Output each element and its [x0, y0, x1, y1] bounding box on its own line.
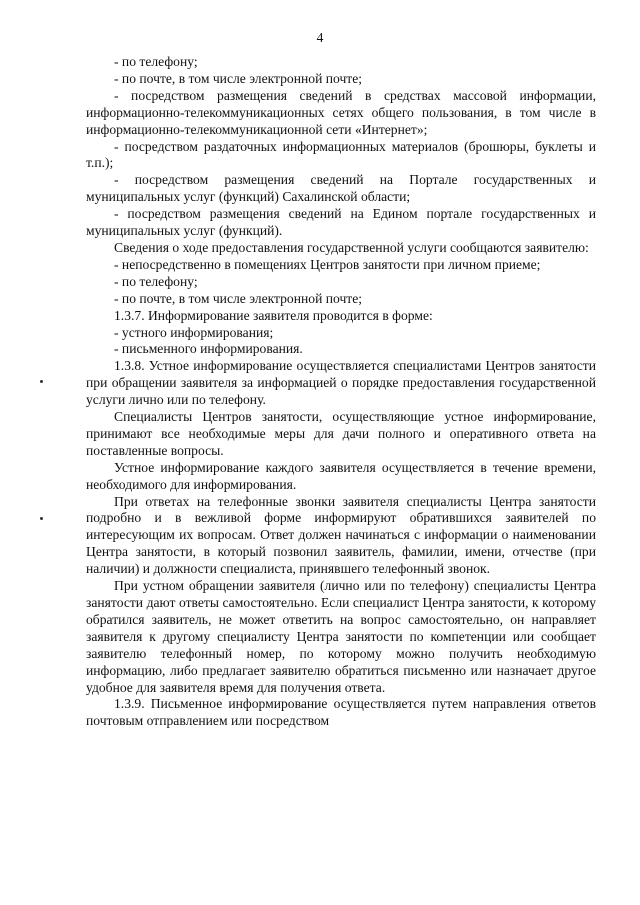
paragraph: Специалисты Центров занятости, осуществляющие устное информирование, принимают все необходимые меры для дачи полного и оперативного ответа на поставленные вопросы.: [86, 409, 596, 458]
list-item: - посредством размещения сведений на Едином портале государственных и муниципальных услуг (функций).: [86, 206, 596, 239]
page-number: 4: [316, 30, 324, 45]
list-item: - письменного информирования.: [114, 341, 303, 357]
list-item: - посредством раздаточных информационных материалов (брошюры, буклеты и т.п.);: [86, 138, 596, 171]
paragraph: 1.3.7. Информирование заявителя проводится в форме:: [114, 307, 433, 323]
paragraph: 1.3.8. Устное информирование осуществляется специалистами Центров занятости при обращении заявителя за информацией о порядке предоставления государственной услуги лично или по телефону.: [86, 358, 596, 408]
paragraph: Устное информирование каждого заявителя осуществляется в течение времени, необходимого для информирования.: [86, 459, 596, 492]
list-item: - непосредственно в помещениях Центров занятости при личном приеме;: [114, 256, 541, 272]
list-item: - устного информирования;: [114, 324, 274, 340]
list-item: - посредством размещения сведений на Портале государственных и муниципальных услуг (функций) Сахалинской области;: [86, 172, 596, 205]
list-item: - по телефону;: [114, 273, 198, 289]
scan-mark: [40, 380, 43, 383]
paragraph: Сведения о ходе предоставления государственной услуги сообщаются заявителю:: [114, 239, 589, 255]
list-item: - по почте, в том числе электронной почте;: [114, 70, 363, 86]
paragraph: 1.3.9. Письменное информирование осуществляется путем направления ответов почтовым отправлением или посредством: [86, 696, 596, 729]
list-item: - по телефону;: [114, 54, 198, 69]
list-item: - посредством размещения сведений в средствах массовой информации, информационно-телекоммуникационных сетях общего пользования, в том числе в информационно-телекоммуникационной сети «Интернет»;: [86, 87, 596, 137]
document-body: [86, 54, 596, 730]
list-item: - по почте, в том числе электронной почте;: [114, 290, 363, 306]
scan-mark: [40, 517, 43, 520]
paragraph: При устном обращении заявителя (лично или по телефону) специалисты Центра занятости дают ответы самостоятельно. Если специалист Центра занятости, к которому обратился заявитель, не может ответить на вопрос самостоятельно, он направляет заявителя к другому специалисту Центра занятости по компетенции или сообщает заявителю телефонный номер, по которому можно получить необходимую информацию, либо предлагает заявителю обратиться письменно или назначает другое удобное для заявителя время для получения ответа.: [86, 578, 596, 695]
paragraph: При ответах на телефонные звонки заявителя специалисты Центра занятости подробно и в вежливой форме информируют обратившихся заявителей по интересующим их вопросам. Ответ должен начинаться с информации о наименовании Центра занятости, в который позвонил заявитель, фамилии, имени, отчестве (при наличии) и должности специалиста, принявшего телефонный звонок.: [86, 493, 596, 577]
